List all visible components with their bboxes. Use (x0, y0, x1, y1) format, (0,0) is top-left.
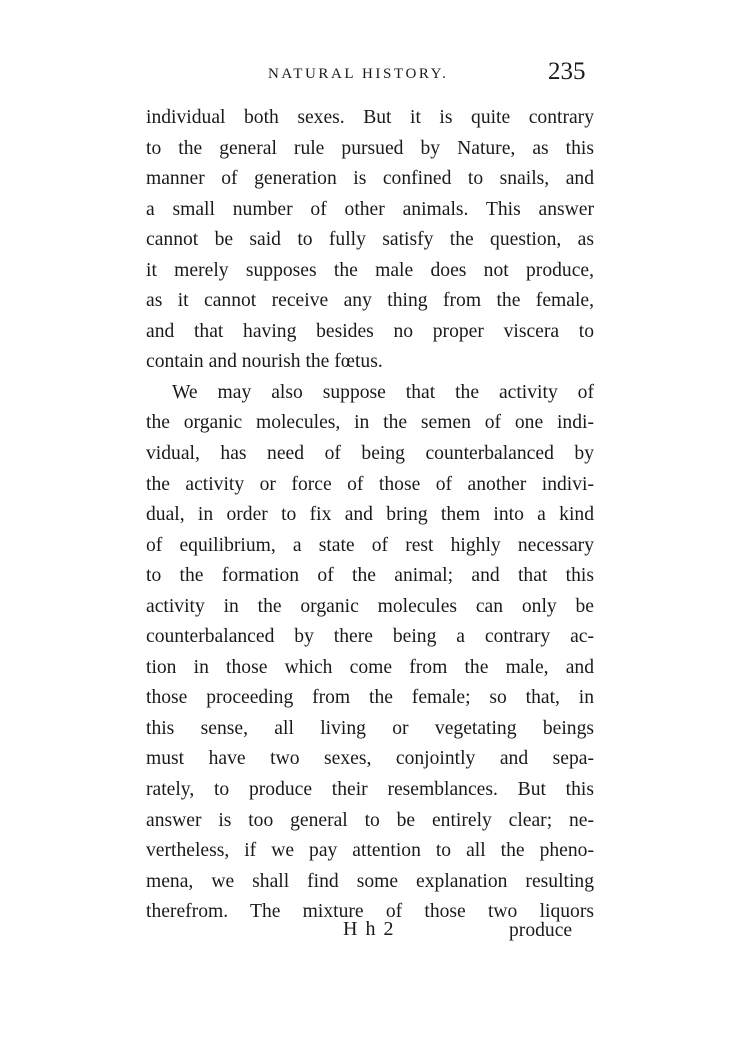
text-line: individual both sexes. But it is quite contrary (146, 107, 594, 128)
text-line: manner of generation is confined to snails, and (146, 168, 594, 190)
text-line: those proceeding from the female; so that, in (146, 687, 594, 709)
text-line: and that having besides no proper viscera to (146, 320, 594, 342)
text-line: We may also suppose that the activity of (172, 381, 594, 403)
running-title: NATURAL HISTORY. (268, 66, 449, 82)
text-line: vidual, has need of being counterbalanced by (146, 443, 594, 465)
text-line: contain and nourish the fœtus. (146, 351, 383, 373)
text-line: tion in those which come from the male, and (146, 656, 594, 678)
text-line: answer is too general to be entirely clear; ne- (146, 809, 594, 831)
text-line: a small number of other animals. This answer (146, 198, 594, 220)
catchword: produce (509, 920, 573, 941)
text-line: dual, in order to fix and bring them into a kind (146, 504, 594, 526)
text-line: of equilibrium, a state of rest highly necessary (146, 534, 594, 556)
text-line: rately, to produce their resemblances. But this (146, 779, 594, 801)
text-line: the organic molecules, in the semen of one indi- (146, 412, 594, 434)
body-text (146, 103, 594, 928)
text-line: this sense, all living or vegetating beings (146, 717, 594, 739)
text-line: cannot be said to fully satisfy the question, as (146, 229, 594, 251)
text-line: the activity or force of those of another indivi- (146, 473, 594, 495)
text-line: to the general rule pursued by Nature, as this (146, 137, 594, 159)
text-line: mena, we shall find some explanation resulting (146, 870, 594, 892)
text-line: it merely supposes the male does not produce, (146, 259, 594, 281)
paragraph (146, 103, 594, 378)
text-line: vertheless, if we pay attention to all the pheno- (146, 840, 594, 862)
running-head (0, 58, 750, 94)
text-line: to the formation of the animal; and that this (146, 565, 594, 587)
page-footer (0, 918, 750, 954)
text-line: counterbalanced by there being a contrary ac- (146, 626, 594, 648)
signature-mark: H h 2 (343, 918, 395, 940)
text-line: activity in the organic molecules can only be (146, 595, 594, 617)
text-line: as it cannot receive any thing from the female, (146, 290, 594, 312)
text-line: must have two sexes, conjointly and sepa- (146, 748, 594, 770)
page-number: 235 (548, 58, 586, 85)
paragraph (146, 378, 594, 928)
text-line: therefrom. The mixture of those two liquors (146, 901, 594, 923)
